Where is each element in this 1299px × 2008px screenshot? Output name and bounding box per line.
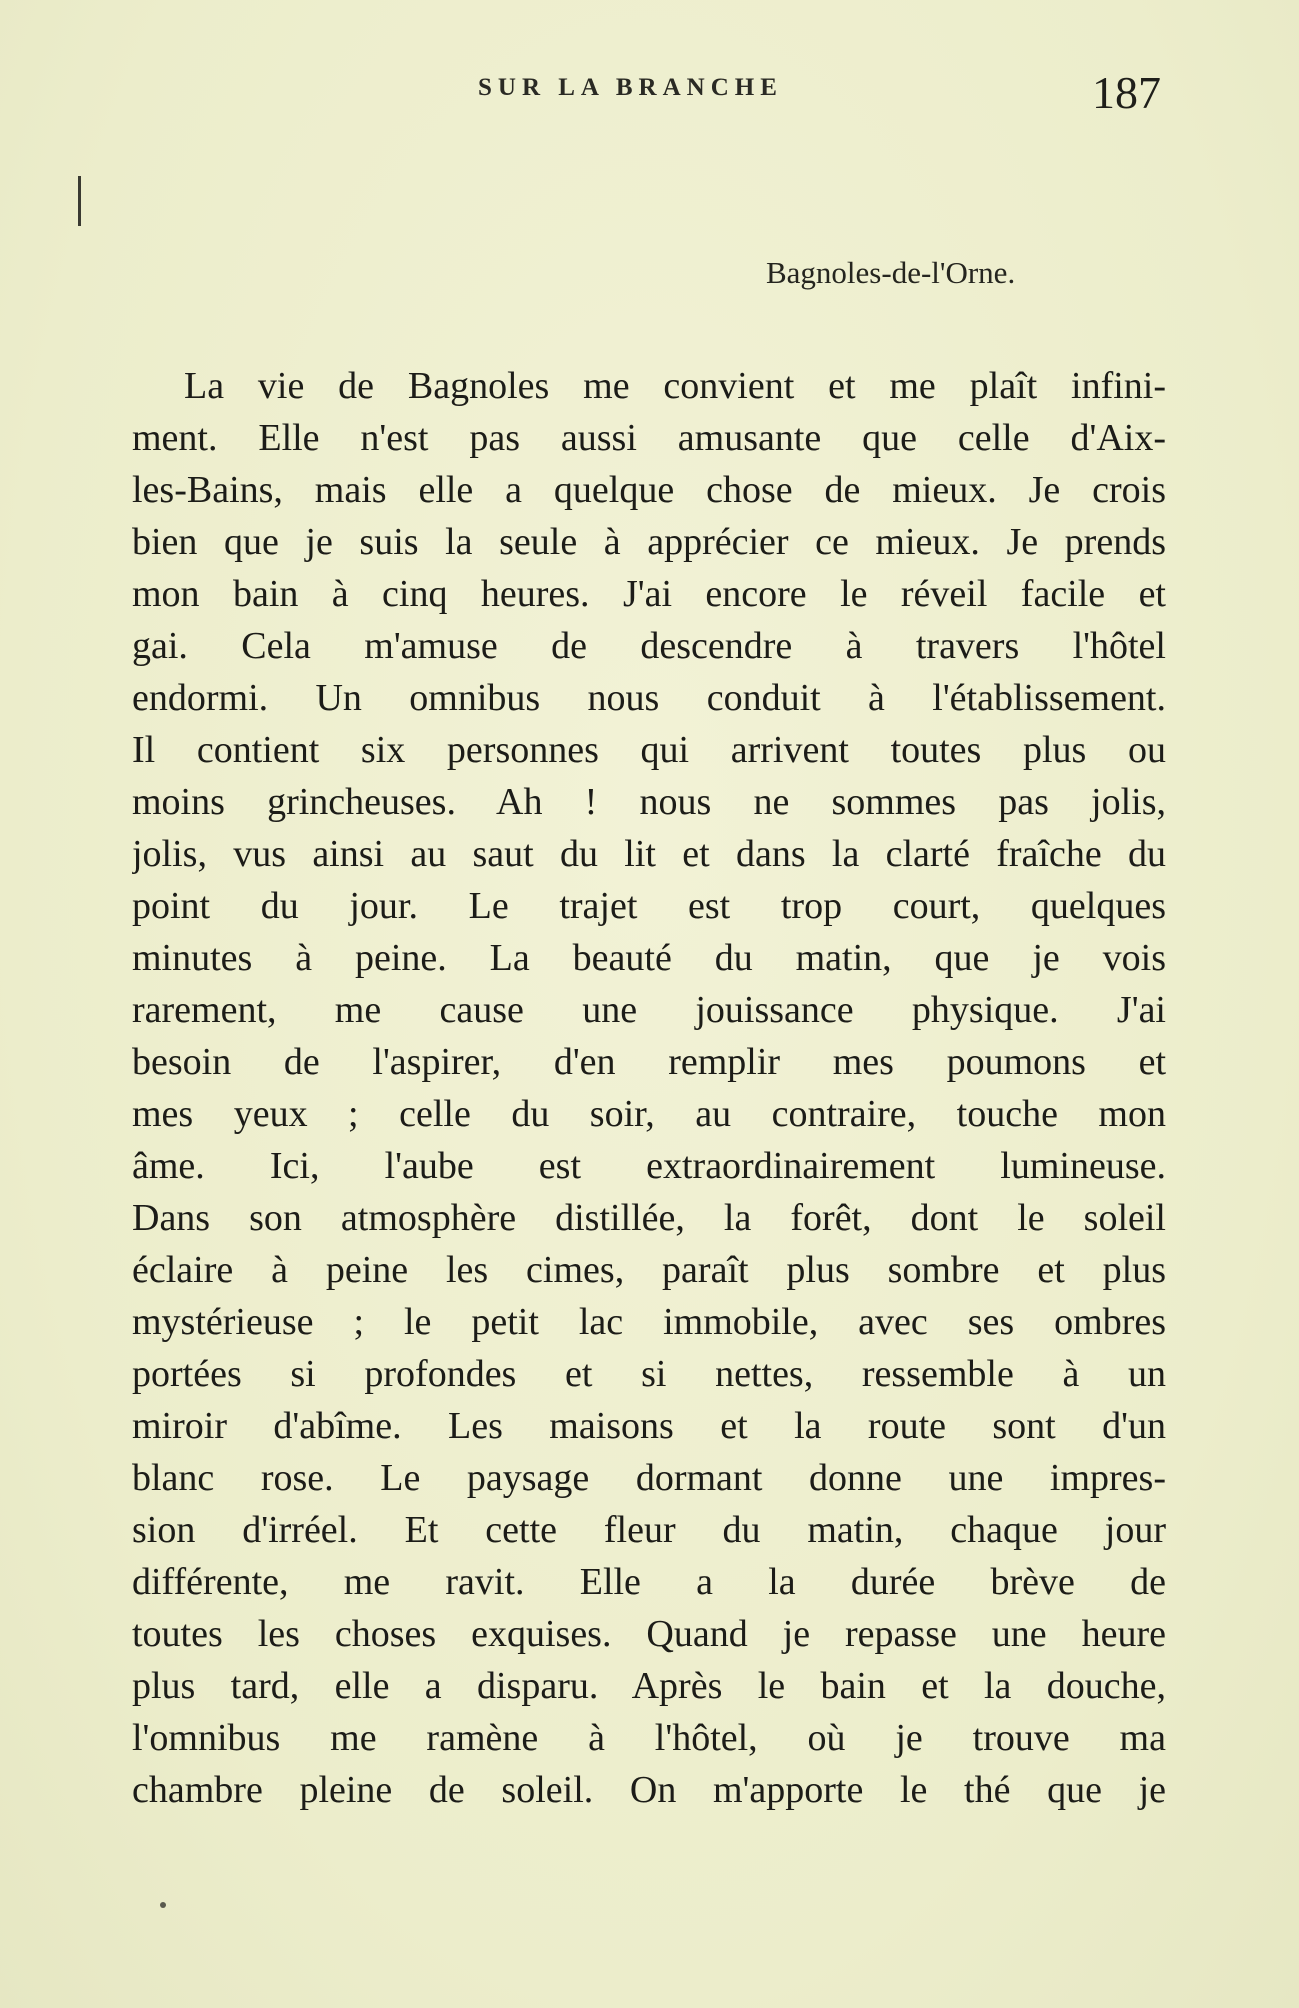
- text-line: blanc rose. Le paysage dormant donne une impres-: [132, 1457, 1166, 1499]
- text-line: minutes à peine. La beauté du matin, que je vois: [132, 937, 1166, 979]
- text-line: sion d'irréel. Et cette fleur du matin, chaque jour: [132, 1509, 1166, 1551]
- text-line: gai. Cela m'amuse de descendre à travers l'hôtel: [132, 625, 1166, 667]
- text-line: portées si profondes et si nettes, ressemble à un: [132, 1353, 1166, 1395]
- text-line: âme. Ici, l'aube est extraordinairement lumineuse.: [132, 1145, 1166, 1187]
- text-line: Il contient six personnes qui arrivent toutes plus ou: [132, 729, 1166, 771]
- text-line: mes yeux ; celle du soir, au contraire, touche mon: [132, 1093, 1166, 1135]
- margin-mark: [78, 176, 81, 226]
- paper-speck: [160, 1902, 166, 1908]
- text-line: La vie de Bagnoles me convient et me plaît infini-: [184, 365, 1166, 407]
- text-line: endormi. Un omnibus nous conduit à l'établissement.: [132, 677, 1166, 719]
- text-line: chambre pleine de soleil. On m'apporte le thé que je: [132, 1769, 1166, 1811]
- text-line: toutes les choses exquises. Quand je repasse une heure: [132, 1613, 1166, 1655]
- text-line: besoin de l'aspirer, d'en remplir mes poumons et: [132, 1041, 1166, 1083]
- text-line: miroir d'abîme. Les maisons et la route sont d'un: [132, 1405, 1166, 1447]
- text-line: point du jour. Le trajet est trop court, quelques: [132, 885, 1166, 927]
- dateline: Bagnoles-de-l'Orne.: [766, 255, 1016, 290]
- text-line: les-Bains, mais elle a quelque chose de mieux. Je crois: [132, 469, 1166, 511]
- body-text: [132, 360, 1166, 1816]
- text-line: Dans son atmosphère distillée, la forêt, dont le soleil: [132, 1197, 1166, 1239]
- running-head: SUR LA BRANCHE: [478, 74, 783, 101]
- text-line: ment. Elle n'est pas aussi amusante que celle d'Aix-: [132, 417, 1166, 459]
- page-number: 187: [1092, 67, 1161, 118]
- text-line: plus tard, elle a disparu. Après le bain et la douche,: [132, 1665, 1166, 1707]
- text-line: mystérieuse ; le petit lac immobile, avec ses ombres: [132, 1301, 1166, 1343]
- text-line: bien que je suis la seule à apprécier ce mieux. Je prends: [132, 521, 1166, 563]
- text-line: rarement, me cause une jouissance physique. J'ai: [132, 989, 1166, 1031]
- text-line: différente, me ravit. Elle a la durée brève de: [132, 1561, 1166, 1603]
- text-line: éclaire à peine les cimes, paraît plus sombre et plus: [132, 1249, 1166, 1291]
- text-line: l'omnibus me ramène à l'hôtel, où je trouve ma: [132, 1717, 1166, 1759]
- text-line: mon bain à cinq heures. J'ai encore le réveil facile et: [132, 573, 1166, 615]
- text-line: moins grincheuses. Ah ! nous ne sommes pas jolis,: [132, 781, 1166, 823]
- text-line: jolis, vus ainsi au saut du lit et dans la clarté fraîche du: [132, 833, 1166, 875]
